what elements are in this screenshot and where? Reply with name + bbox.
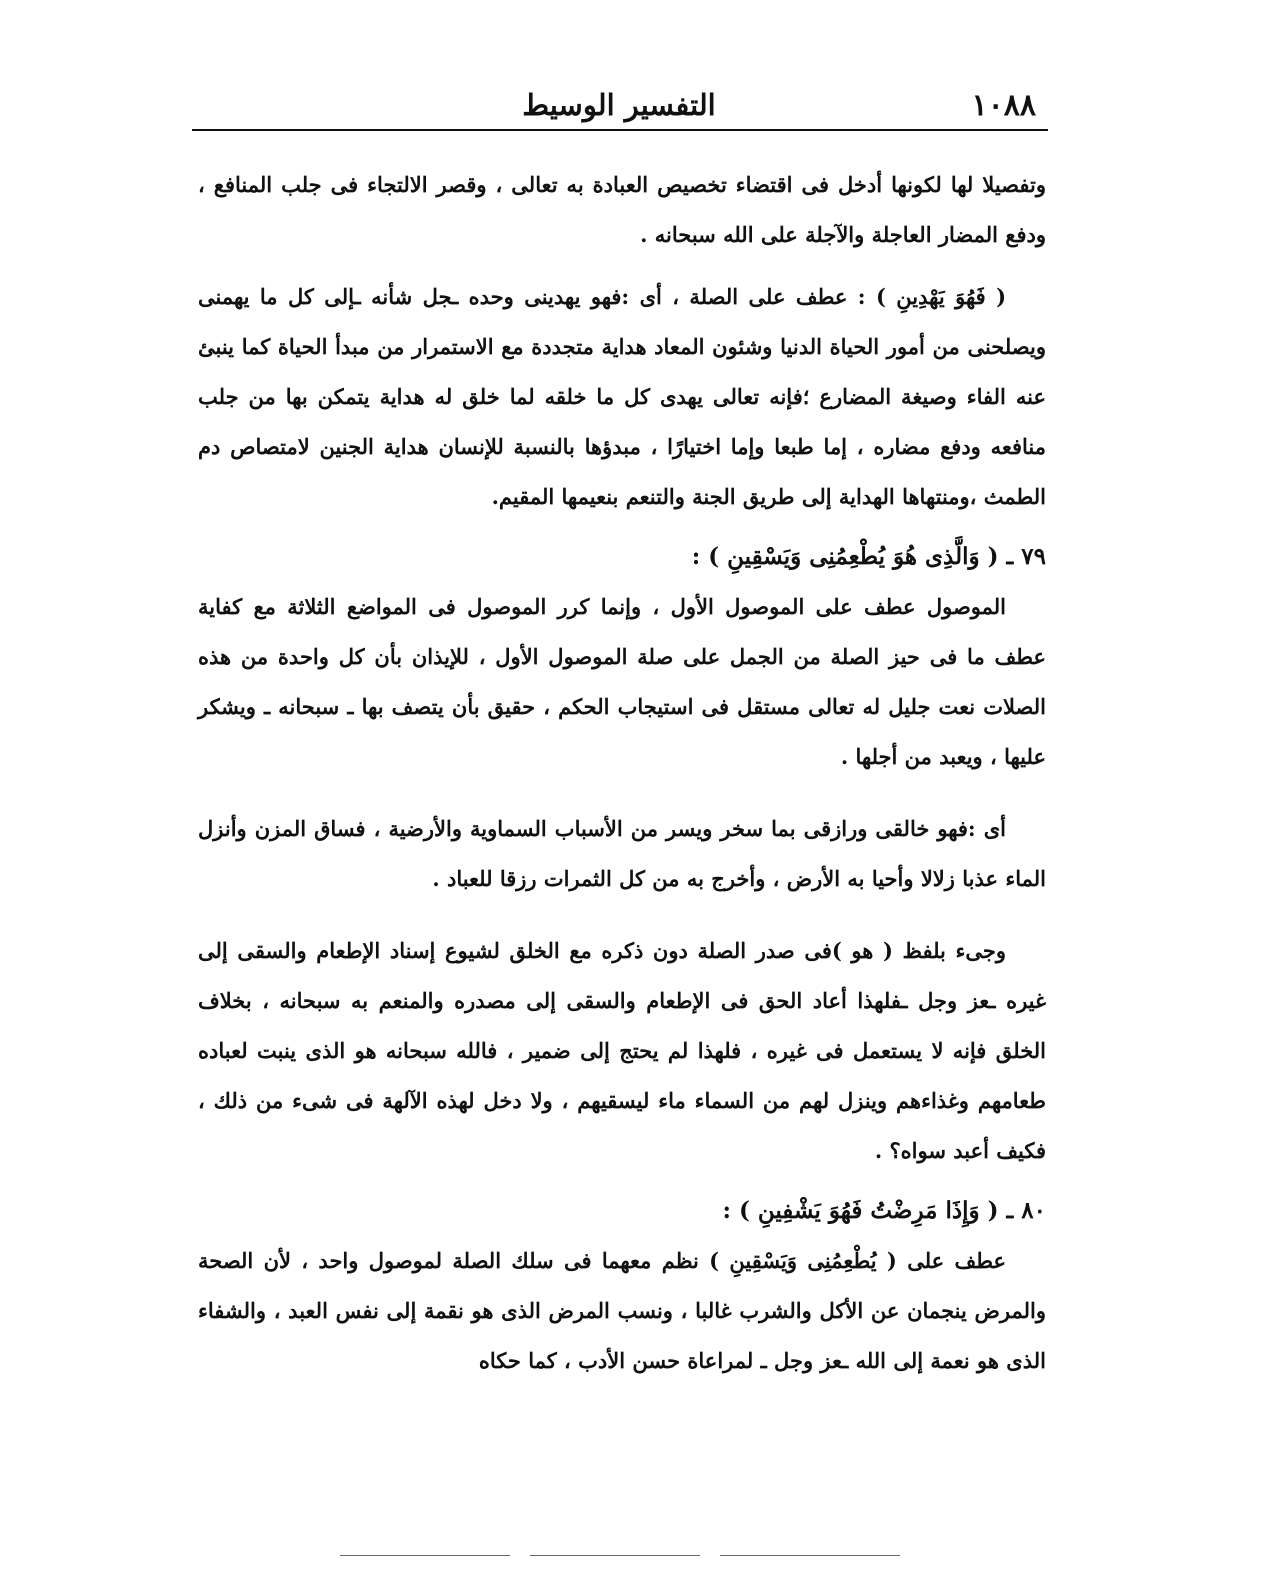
body-text bbox=[198, 160, 1046, 1386]
header-rule bbox=[192, 129, 1048, 131]
paragraph-3 bbox=[198, 582, 1046, 782]
verse-79-heading bbox=[198, 532, 1046, 582]
page-number: ١٠٨٨ bbox=[971, 88, 1036, 123]
paragraph-4 bbox=[198, 804, 1046, 904]
paragraph-1-text: وتفصيلا لها لكونها أدخل فى اقتضاء تخصيص العبادة به تعالى ، وقصر الالتجاء فى جلب المنافع ، ودفع المضار العاجلة والآجلة على الله سبحانه . bbox=[198, 172, 1046, 247]
footer-rule-right bbox=[720, 1555, 900, 1556]
verse-80-number: ٨٠ ـ bbox=[1006, 1197, 1046, 1224]
paragraph-6-lead: عطف على bbox=[907, 1248, 1007, 1273]
footer-rule-left bbox=[340, 1555, 510, 1556]
verse-79-text: ( وَالَّذِى هُوَ يُطْعِمُنِى وَيَسْقِينِ ) : bbox=[691, 543, 999, 570]
running-title: التفسير الوسيط bbox=[522, 88, 716, 122]
quran-quote: ( فَهُوَ يَهْدِينِ ) bbox=[875, 284, 1007, 309]
verse-79-number: ٧٩ ـ bbox=[1006, 543, 1046, 570]
paragraph-5-text: وجىء بلفظ ( هو )فى صدر الصلة دون ذكره مع الخلق لشيوع إسناد الإطعام والسقى إلى غيره ـعز وجل ـفلهذا أعاد الحق فى الإطعام والسقى إلى مصدره والمنعم به سبحانه ، بخلاف الخلق فإنه لا يستعمل فى غيره ، فلهذا لم يحتج إلى ضمير ، فالله سبحانه هو الذى ينبت لعباده طعامهم وغذاءهم وينزل لهم من السماء ماء ليسقيهم ، ولا دخل لهذه الآلهة فى شىء من ذلك ، فكيف أعبد سواه؟ . bbox=[198, 938, 1046, 1163]
verse-80-heading bbox=[198, 1186, 1046, 1236]
paragraph-2 bbox=[198, 272, 1046, 522]
paragraph-4-text: أى :فهو خالقى ورازقى بما سخر ويسر من الأسباب السماوية والأرضية ، فساق المزن وأنزل الماء عذبا زلالا وأحيا به الأرض ، وأخرج به من كل الثمرات رزقا للعباد . bbox=[198, 816, 1046, 891]
paragraph-3-text: الموصول عطف على الموصول الأول ، وإنما كرر الموصول فى المواضع الثلاثة مع كفاية عطف ما فى حيز الصلة من الجمل على صلة الموصول الأول ، للإيذان بأن كل واحدة من هذه الصلات نعت جليل له تعالى مستقل فى استيجاب الحكم ، حقيق بأن يتصف بها ـ سبحانه ـ ويشكر عليها ، ويعبد من أجلها . bbox=[198, 594, 1046, 769]
verse-80-text: ( وَإِذَا مَرِضْتُ فَهُوَ يَشْفِينِ ) : bbox=[722, 1197, 999, 1224]
paragraph-6-text: نظم معهما فى سلك الصلة لموصول واحد ، لأن الصحة والمرض ينجمان عن الأكل والشرب غالبا ، ونسب المرض الذى هو نقمة إلى نفس العبد ، والشفاء الذى هو نعمة إلى الله ـعز وجل ـ لمراعاة حسن الأدب ، كما حكاه bbox=[198, 1248, 1046, 1373]
footer-rule-middle bbox=[530, 1555, 700, 1556]
paragraph-2-text: : عطف على الصلة ، أى :فهو يهدينى وحده ـجل شأنه ـإلى كل ما يهمنى ويصلحنى من أمور الحياة الدنيا وشئون المعاد هداية متجددة مع الاستمرار من مبدأ الحياة كما ينبئ عنه الفاء وصيغة المضارع ؛فإنه تعالى يهدى كل ما خلقه لما خلق له هداية يتمكن بها من جلب منافعه ودفع مضاره ، إما طبعا وإما اختيارًا ، مبدؤها بالنسبة للإنسان هداية الجنين لامتصاص دم الطمث ،ومنتهاها الهداية إلى طريق الجنة والتنعم بنعيمها المقيم. bbox=[198, 284, 1046, 509]
paragraph-1 bbox=[198, 160, 1046, 260]
footer-rules bbox=[340, 1555, 900, 1557]
page-header bbox=[192, 84, 1046, 130]
paragraph-5 bbox=[198, 926, 1046, 1176]
paragraph-6 bbox=[198, 1236, 1046, 1386]
quran-quote: ( يُطْعِمُنِى وَيَسْقِينِ ) bbox=[709, 1248, 897, 1273]
